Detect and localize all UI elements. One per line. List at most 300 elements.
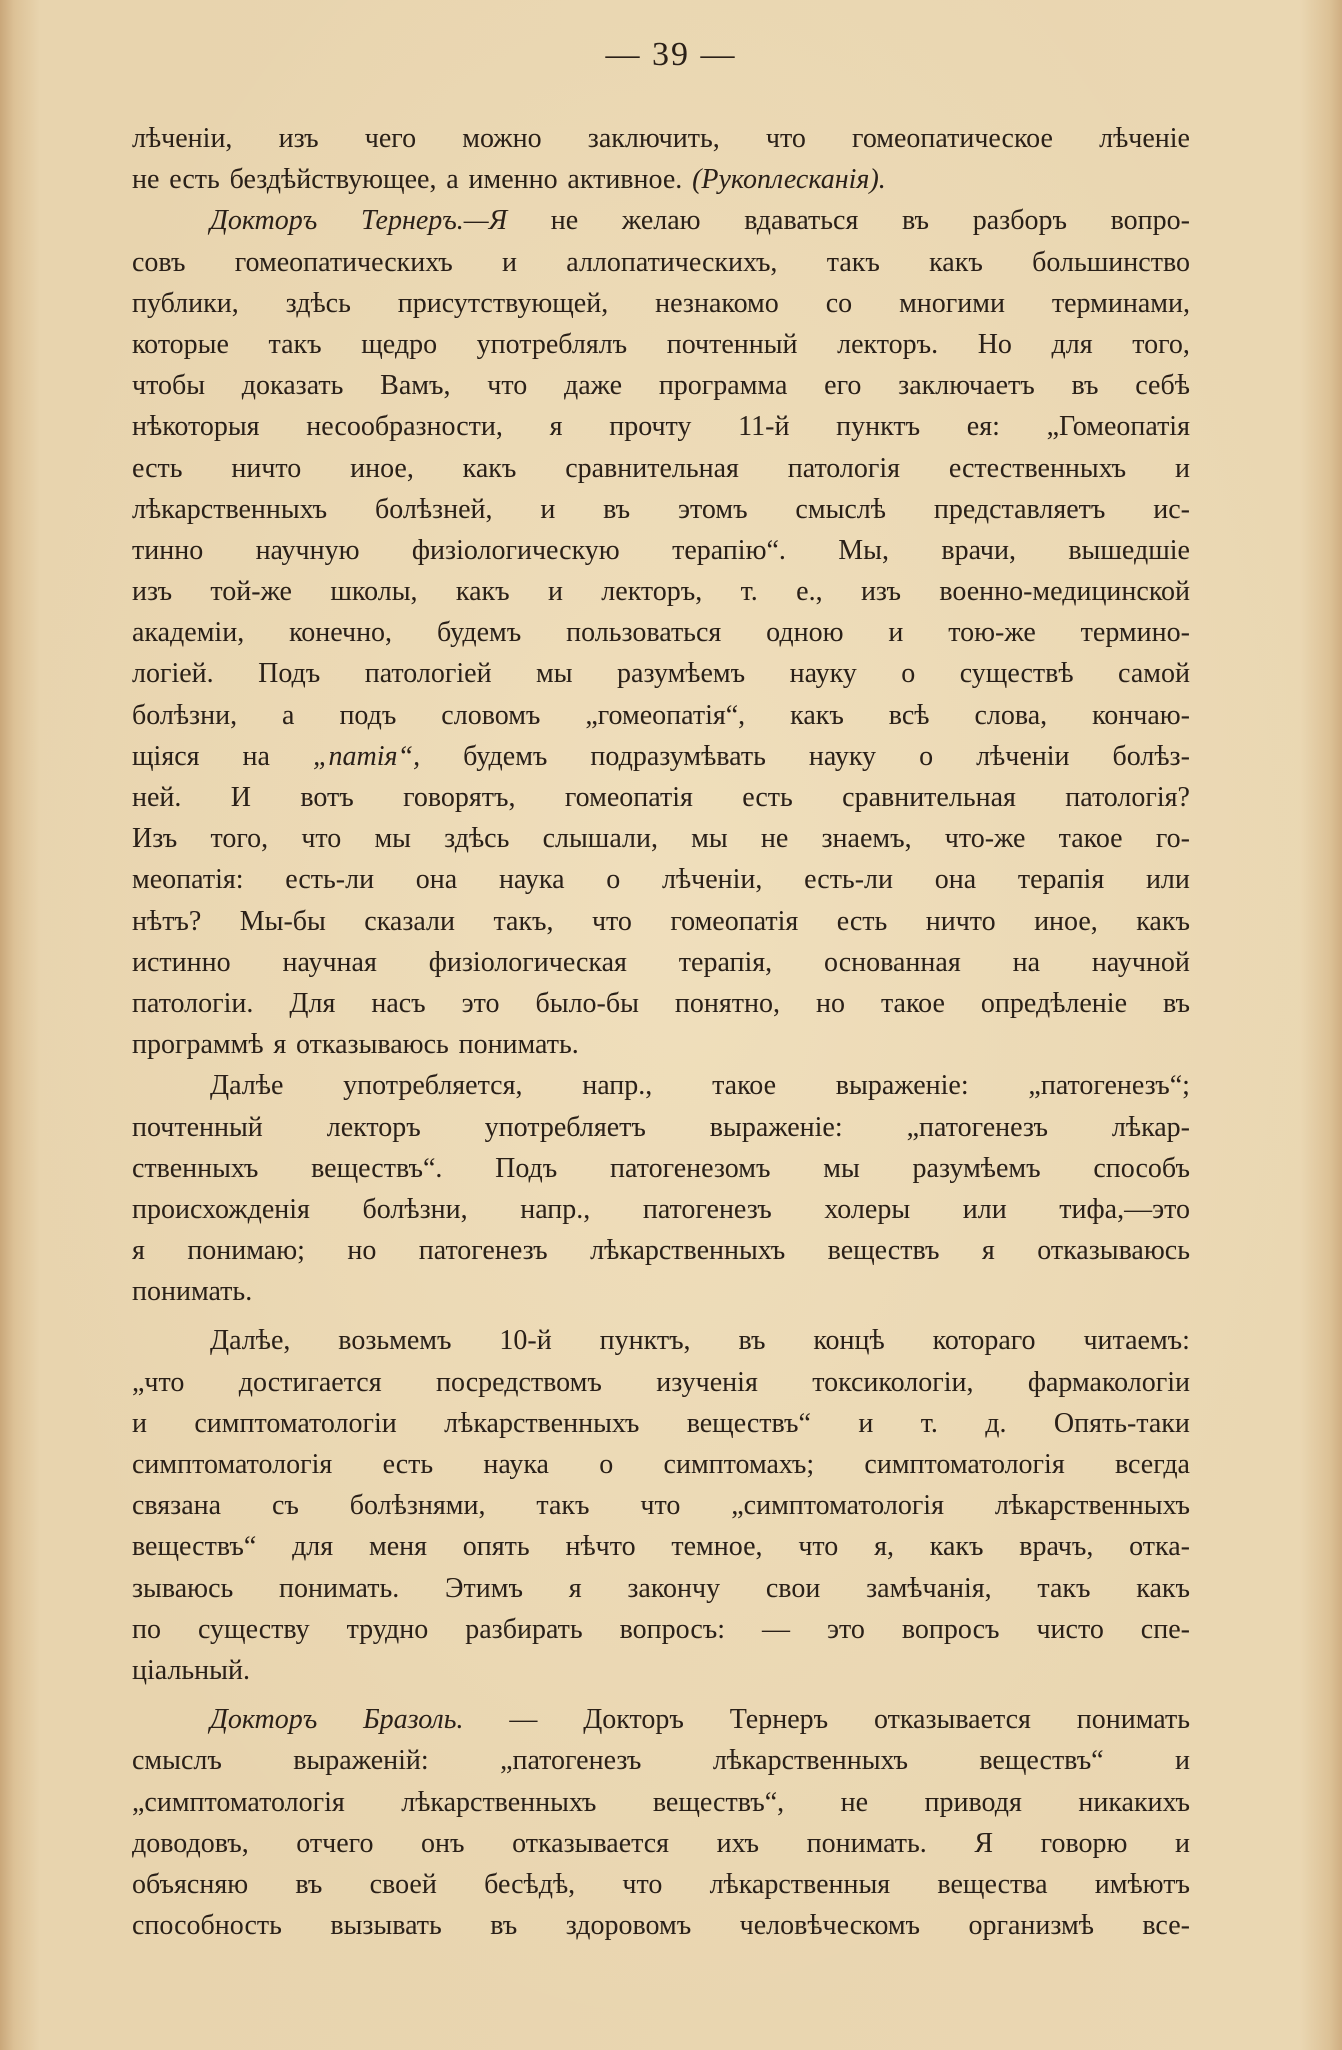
text-line	[132, 324, 1190, 365]
word: присутствующей,	[397, 287, 609, 319]
word: лѣкарственныхъ	[994, 1490, 1190, 1522]
word: словомъ	[441, 699, 541, 731]
word: употребляется,	[343, 1070, 523, 1102]
word: понимать.	[132, 1276, 253, 1308]
word: здоровомъ	[565, 1910, 692, 1942]
word: одною	[766, 617, 844, 649]
text-line	[132, 653, 1190, 694]
word: разумѣемъ	[912, 1152, 1041, 1184]
word: ничто	[925, 905, 996, 937]
word: насъ	[371, 987, 426, 1019]
word: понимать	[1076, 1704, 1190, 1736]
word: что	[765, 123, 806, 154]
word: такое	[712, 1070, 777, 1102]
word: опредѣленіе	[980, 987, 1127, 1019]
word: по	[132, 1613, 161, 1645]
word: патогенезомъ	[610, 1152, 771, 1184]
word: такое	[1058, 823, 1123, 855]
word: здѣсь	[285, 287, 351, 319]
word: мы	[823, 1152, 860, 1184]
word: подъ	[339, 699, 397, 731]
text-line	[132, 448, 1190, 489]
word: Докторъ	[210, 1704, 318, 1736]
word: щедро	[361, 328, 438, 360]
word: симптоматологія	[864, 1449, 1065, 1480]
word: нѣкоторыя	[132, 411, 260, 443]
word: „патогенезъ	[906, 1111, 1048, 1143]
text-line	[132, 242, 1190, 283]
word: себѣ	[1135, 370, 1190, 402]
word: въ	[902, 205, 930, 237]
word: есть-ли	[804, 864, 893, 896]
word: такъ,	[493, 905, 554, 937]
text-line	[132, 283, 1190, 324]
word: знаемъ,	[821, 823, 912, 855]
word: какъ	[929, 1531, 984, 1563]
word: наука	[483, 1449, 549, 1480]
word: Этимъ	[445, 1572, 523, 1604]
word: ничто	[231, 452, 302, 484]
word: она	[934, 864, 977, 896]
word: пунктъ,	[599, 1325, 691, 1357]
word: того,	[210, 823, 269, 855]
word: Мы,	[838, 534, 889, 566]
word: отказываюсь	[296, 1029, 449, 1061]
word: въ	[1162, 987, 1190, 1019]
text-line	[132, 1024, 1190, 1065]
word: зываюсь	[132, 1572, 234, 1604]
text-line	[132, 1107, 1190, 1148]
word: меопатія:	[132, 864, 244, 896]
word: врачи,	[941, 534, 1016, 566]
word: ихъ	[716, 1827, 760, 1859]
word: представляетъ	[933, 493, 1106, 525]
text-line	[132, 1609, 1190, 1650]
word: лекторъ.	[837, 328, 939, 360]
text-line	[132, 530, 1190, 571]
text-line	[132, 489, 1190, 530]
word: связана	[132, 1490, 222, 1522]
word: лѣченіе	[1099, 123, 1190, 154]
word: и	[1174, 1827, 1190, 1859]
word: бесѣдѣ,	[484, 1868, 576, 1900]
word: это	[461, 987, 500, 1019]
word: Подъ	[495, 1152, 558, 1184]
word: Для	[289, 987, 336, 1019]
word: патологіей	[364, 658, 492, 690]
word: лѣкарственныя	[709, 1868, 891, 1900]
word: читаемъ:	[1083, 1325, 1190, 1357]
word: слышали,	[542, 823, 658, 855]
word: есть-ли	[285, 864, 375, 896]
text-line	[132, 859, 1190, 900]
word: именно	[468, 164, 558, 196]
word: Опять-таки	[1053, 1407, 1190, 1439]
word: есть	[742, 782, 793, 813]
text-line	[132, 983, 1190, 1024]
word: естественныхъ	[948, 452, 1127, 484]
word: того,	[1132, 328, 1190, 360]
word: почтенный	[666, 328, 798, 360]
word: говорятъ,	[403, 782, 516, 813]
word: достигается	[238, 1366, 382, 1398]
word: аллопатическихъ,	[566, 246, 778, 278]
word: вдаваться	[744, 205, 859, 237]
word: Далѣе,	[210, 1325, 291, 1357]
word: отказывается	[512, 1827, 670, 1859]
word: о	[901, 658, 916, 690]
word: прочту	[609, 411, 692, 443]
word: это	[827, 1613, 865, 1645]
word: меня	[368, 1531, 427, 1563]
word: Докторъ	[583, 1704, 684, 1736]
word: Изъ	[132, 823, 178, 855]
word: гомеопатія	[564, 782, 693, 813]
word: (Рукоплесканія).	[692, 164, 886, 196]
word: возьмемъ	[338, 1325, 452, 1357]
word: напр.,	[582, 1070, 653, 1102]
word: изъ	[278, 123, 319, 154]
text-line	[132, 1568, 1190, 1609]
word: академіи,	[132, 617, 245, 649]
word: смыслѣ	[795, 493, 886, 525]
text-line	[132, 1148, 1190, 1189]
word: публики,	[132, 287, 239, 319]
word: т.	[740, 576, 758, 608]
word: патогенезъ	[418, 1235, 548, 1267]
word: концѣ	[813, 1325, 885, 1357]
word: изученія	[656, 1366, 758, 1398]
word: какъ	[790, 699, 844, 731]
text-line	[132, 1189, 1190, 1230]
word: или	[962, 1193, 1007, 1225]
text-line	[132, 118, 1190, 159]
word: что	[487, 370, 528, 402]
word: тою-же	[948, 617, 1036, 649]
word: смыслъ	[132, 1745, 222, 1777]
text-line	[132, 571, 1190, 612]
word: конечно,	[289, 617, 393, 649]
word: онъ	[421, 1827, 465, 1859]
word: я	[549, 411, 563, 443]
word: 11-й	[738, 411, 790, 443]
text-line	[132, 1403, 1190, 1444]
word: понимать.	[279, 1572, 400, 1604]
word: объясняю	[132, 1868, 249, 1900]
word: говорю	[1040, 1827, 1128, 1859]
word: мы	[691, 823, 728, 855]
word: самой	[1118, 658, 1190, 690]
word: нѣтъ?	[132, 905, 202, 937]
word: на	[1012, 946, 1040, 978]
word: лѣченіи	[976, 740, 1070, 772]
word: Бразоль.	[363, 1704, 464, 1736]
word: мы	[536, 658, 573, 690]
word: что	[622, 1868, 663, 1900]
word: Но	[977, 328, 1012, 360]
word: лѣченіи,	[132, 123, 233, 154]
word: школы,	[330, 576, 418, 608]
word: не	[550, 205, 579, 237]
word: лѣкарственныхъ	[401, 1786, 597, 1818]
word: веществъ“	[132, 1531, 257, 1563]
word: гомеопатическихъ	[234, 246, 453, 278]
text-line	[132, 1320, 1190, 1361]
text-line	[132, 1230, 1190, 1271]
word: я	[132, 1235, 145, 1267]
word: почтенный	[132, 1111, 263, 1143]
word: этомъ	[678, 493, 748, 525]
word: патологіи.	[132, 987, 254, 1019]
word: „Гомеопатія	[1046, 411, 1190, 443]
word: въ	[490, 1910, 518, 1942]
word: сравнительная	[565, 452, 739, 484]
word: терминами,	[1051, 287, 1190, 319]
word: темное,	[671, 1531, 763, 1563]
word: котораго	[932, 1325, 1036, 1357]
word: что	[798, 1531, 839, 1563]
word: есть	[132, 452, 183, 484]
word: всѣ	[888, 699, 930, 731]
word: или	[1145, 864, 1190, 896]
word: Тернеръ.—Я	[360, 205, 508, 237]
word: такъ	[826, 246, 880, 278]
word: науку	[789, 658, 857, 690]
word: физіологическую	[411, 534, 620, 566]
word: вотъ	[300, 782, 354, 813]
word: будемъ	[463, 740, 548, 772]
word: болѣзни,	[132, 699, 238, 731]
word: разумѣемъ	[617, 658, 746, 690]
word: чтобы	[132, 370, 206, 402]
word: напр.,	[520, 1193, 591, 1225]
word: военно-медицинской	[939, 576, 1190, 608]
word: не	[132, 164, 160, 196]
word: болѣзни,	[362, 1193, 468, 1225]
word: и	[858, 1407, 874, 1439]
word: отказываюсь	[1037, 1235, 1190, 1267]
word: веществъ	[827, 1235, 940, 1267]
text-line	[132, 365, 1190, 406]
word: научная	[282, 946, 377, 978]
word: ціальный.	[132, 1654, 250, 1686]
word: выраженій:	[293, 1745, 429, 1777]
word: основанная	[824, 946, 961, 978]
word: щіяся	[132, 740, 200, 772]
word: и	[1175, 1745, 1190, 1777]
word: тинно	[132, 534, 204, 566]
word: вызывать	[330, 1910, 442, 1942]
word: его	[824, 370, 862, 402]
word: многими	[899, 287, 1005, 319]
word: такое	[880, 987, 945, 1019]
word: изъ	[132, 576, 173, 608]
word: доводовъ,	[132, 1827, 249, 1859]
word: сказали	[364, 905, 456, 937]
word: будемъ	[436, 617, 522, 649]
word: гомеопатическое	[852, 123, 1053, 154]
word: лѣкар-	[1111, 1111, 1190, 1143]
word: спе-	[1140, 1613, 1190, 1645]
word: программѣ	[132, 1029, 264, 1061]
word: болѣзней,	[374, 493, 493, 525]
word: „патогенезъ	[500, 1745, 642, 1777]
word: вопросъ	[901, 1613, 1000, 1645]
text-line	[132, 942, 1190, 983]
word: есть	[836, 905, 888, 937]
word: отчего	[296, 1827, 374, 1859]
word: Тернеръ	[729, 1704, 829, 1736]
text-line	[132, 1271, 1190, 1312]
text-line	[132, 1905, 1190, 1946]
word: активное.	[567, 164, 683, 196]
word: бездѣйствующее,	[229, 164, 437, 196]
word: разбирать	[465, 1613, 583, 1645]
word: способъ	[1093, 1152, 1190, 1184]
text-line	[132, 406, 1190, 447]
word: ственныхъ	[132, 1152, 259, 1184]
word: желаю	[621, 205, 701, 237]
word: доказать	[241, 370, 344, 402]
word: такъ	[1037, 1572, 1091, 1604]
word: о	[919, 740, 934, 772]
word: Я	[974, 1827, 994, 1859]
word: въ	[1071, 370, 1099, 402]
word: „гомеопатія“,	[585, 699, 746, 731]
word: выраженіе:	[835, 1070, 969, 1102]
word: а	[446, 164, 459, 196]
word: но	[347, 1235, 377, 1267]
word: на	[242, 740, 270, 772]
word: можно	[462, 123, 542, 154]
word: кончаю-	[1092, 699, 1190, 731]
word: веществъ“	[686, 1407, 811, 1439]
text-block	[132, 118, 1190, 1946]
word: физіологическая	[428, 946, 627, 978]
word: и	[1174, 452, 1190, 484]
word: чисто	[1036, 1613, 1104, 1645]
word: нѣчто	[565, 1531, 636, 1563]
word: понимать.	[806, 1827, 927, 1859]
text-line	[132, 901, 1190, 942]
word: но	[815, 987, 845, 1019]
word: заключаетъ	[898, 370, 1035, 402]
word: что	[591, 905, 632, 937]
word: сравнительная	[842, 782, 1016, 813]
word: употребляетъ	[484, 1111, 646, 1143]
word: понятно,	[674, 987, 780, 1019]
word: лѣченіи,	[661, 864, 763, 896]
word: я	[981, 1235, 995, 1267]
text-line	[132, 1823, 1190, 1864]
word: никакихъ	[1078, 1786, 1190, 1818]
word: И	[230, 782, 251, 813]
word: терапія	[1017, 864, 1105, 896]
page-number: — 39 —	[605, 36, 737, 73]
word: изъ	[860, 576, 901, 608]
word: ис-	[1153, 493, 1190, 525]
word: она	[415, 864, 458, 896]
word: Подъ	[258, 658, 321, 690]
word: посредствомъ	[436, 1366, 602, 1398]
text-line	[132, 1864, 1190, 1905]
word: трудно	[346, 1613, 429, 1645]
word: 10-й	[499, 1325, 552, 1357]
word: существѣ	[959, 658, 1074, 690]
word: слова,	[974, 699, 1048, 731]
word: приводя	[924, 1786, 1022, 1818]
text-line	[132, 200, 1190, 241]
text-line	[132, 1782, 1190, 1823]
word: какъ	[1136, 905, 1190, 937]
word: происхожденія	[132, 1193, 310, 1225]
word: симптомахъ;	[663, 1449, 815, 1480]
text-line	[132, 736, 1190, 777]
text-line	[132, 1444, 1190, 1485]
word: веществъ“,	[652, 1786, 785, 1818]
word: д.	[985, 1407, 1007, 1439]
word: лѣкарственныхъ	[444, 1407, 640, 1439]
text-line	[132, 1740, 1190, 1781]
word: все-	[1142, 1910, 1190, 1942]
word: несообразности,	[306, 411, 503, 443]
word: истинно	[132, 946, 231, 978]
word: что	[301, 823, 342, 855]
word: есть	[169, 164, 220, 196]
word: для	[1051, 328, 1093, 360]
word: Вамъ,	[380, 370, 451, 402]
word: всегда	[1114, 1449, 1190, 1480]
word: какъ	[929, 246, 983, 278]
word: программа	[658, 370, 788, 402]
word: и	[132, 1407, 147, 1439]
word: вещества	[937, 1868, 1048, 1900]
word: фармакологіи	[1027, 1366, 1190, 1398]
word: „патія“,	[312, 740, 421, 772]
word: и	[888, 617, 904, 649]
word: мы	[374, 823, 411, 855]
word: веществъ“	[979, 1745, 1104, 1777]
word: существу	[197, 1613, 310, 1645]
word: даже	[563, 370, 623, 402]
word: тифа,—это	[1059, 1193, 1190, 1225]
word: я,	[874, 1531, 894, 1563]
word: незнакомо	[655, 287, 779, 319]
word: есть	[382, 1449, 434, 1480]
word: симптоматологіи	[194, 1407, 397, 1439]
word: о	[599, 1449, 614, 1480]
word: организмѣ	[968, 1910, 1094, 1942]
word: „симптоматологія	[132, 1786, 345, 1818]
word: заключить,	[587, 123, 720, 154]
word: что	[640, 1490, 681, 1522]
word: болѣзнями,	[349, 1490, 486, 1522]
word: лекторъ,	[601, 576, 703, 608]
word: большинство	[1032, 246, 1190, 278]
word: выраженіе:	[709, 1111, 843, 1143]
word: не	[760, 823, 789, 855]
word: понимаю;	[187, 1235, 305, 1267]
word: лекторъ	[326, 1111, 421, 1143]
word: „что	[132, 1366, 185, 1398]
word: научной	[1091, 946, 1190, 978]
word: ней.	[132, 782, 182, 813]
word: вопро-	[1110, 205, 1190, 237]
word: терапію“.	[672, 534, 786, 566]
word: въ	[738, 1325, 766, 1357]
word: понимать.	[458, 1029, 579, 1061]
word: опять	[462, 1531, 530, 1563]
